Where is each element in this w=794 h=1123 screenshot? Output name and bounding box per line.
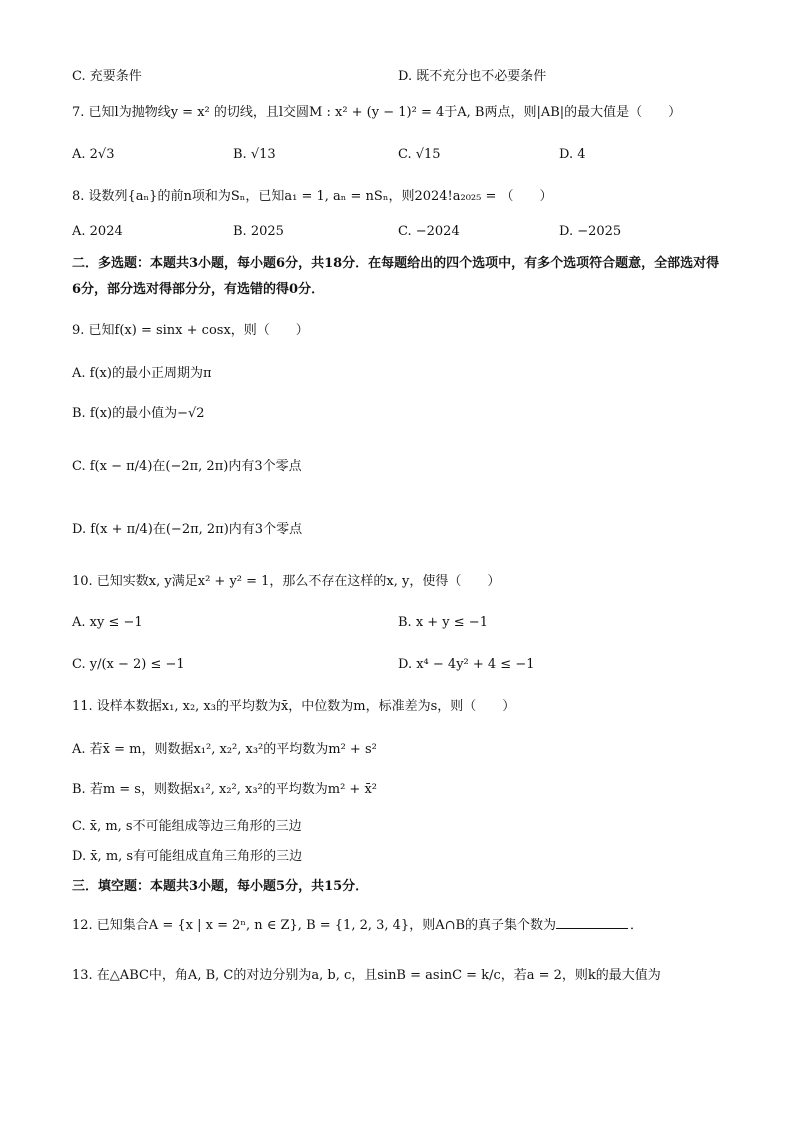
q11-option-d: D. x̄, m, s有可能组成直角三角形的三边 xyxy=(72,849,303,864)
q9-option-d: D. f(x + π/4)在(−2π, 2π)内有3个零点 xyxy=(72,522,303,537)
q11-option-b: B. 若m = s，则数据x₁², x₂², x₃²的平均数为m² + x̄² xyxy=(72,782,378,797)
q9-option-b: B. f(x)的最小值为−√2 xyxy=(72,406,205,421)
q11-option-c: C. x̄, m, s不可能组成等边三角形的三边 xyxy=(72,819,302,834)
q9-option-a: A. f(x)的最小正周期为π xyxy=(72,366,212,381)
q10-option-d: D. x⁴ − 4y² + 4 ≤ −1 xyxy=(398,657,535,672)
q10-option-b: B. x + y ≤ −1 xyxy=(398,615,488,630)
q11-stem: 11. 设样本数据x₁, x₂, x₃的平均数为x̄，中位数为m，标准差为s，则（ ） xyxy=(72,699,516,714)
q13-stem: 13. 在△ABC中，角A, B, C的对边分别为a, b, c，且sinB = asinC = k/c，若a = 2，则k的最大值为 xyxy=(72,968,661,983)
q8-option-a: A. 2024 xyxy=(72,224,123,239)
q7-option-c: C. √15 xyxy=(398,147,441,162)
q8-stem: 8. 设数列{aₙ}的前n项和为Sₙ，已知a₁ = 1, aₙ = nSₙ，则2024!a₂₀₂₅ = （ ） xyxy=(72,189,553,204)
section-2-heading: 二．多选题：本题共3小题，每小题6分，共18分．在每题给出的四个选项中，有多个选项符合题意，全部选对得6分，部分选对得部分分，有选错的得0分． xyxy=(72,256,720,297)
q9-option-c: C. f(x − π/4)在(−2π, 2π)内有3个零点 xyxy=(72,459,302,474)
q12-stem: 12. 已知集合A = {x | x = 2ⁿ, n ∈ Z}, B = {1, 2, 3, 4}，则A∩B的真子集个数为 xyxy=(72,918,557,933)
q8-option-d: D. −2025 xyxy=(559,224,622,239)
q10-option-c: C. y/(x − 2) ≤ −1 xyxy=(72,657,185,672)
q6-option-c: C. 充要条件 xyxy=(72,69,142,84)
q12-end: ． xyxy=(630,918,644,933)
q9-stem: 9. 已知f(x) = sinx + cosx，则（ ） xyxy=(72,323,309,338)
q10-option-a: A. xy ≤ −1 xyxy=(72,615,143,630)
q12-answer-blank[interactable] xyxy=(556,916,628,929)
q7-option-d: D. 4 xyxy=(559,147,586,162)
q7-option-b: B. √13 xyxy=(233,147,276,162)
q7-option-a: A. 2√3 xyxy=(72,147,115,162)
q8-option-b: B. 2025 xyxy=(233,224,284,239)
q11-option-a: A. 若x̄ = m，则数据x₁², x₂², x₃²的平均数为m² + s² xyxy=(72,742,377,757)
q6-option-d: D. 既不充分也不必要条件 xyxy=(398,69,547,84)
q8-option-c: C. −2024 xyxy=(398,224,460,239)
q12-line xyxy=(72,916,643,935)
section-3-heading: 三．填空题：本题共3小题，每小题5分，共15分． xyxy=(72,879,369,894)
q10-stem: 10. 已知实数x, y满足x² + y² = 1，那么不存在这样的x, y，使得（ ） xyxy=(72,574,501,589)
q7-stem: 7. 已知l为抛物线y = x² 的切线，且l交圆M : x² + (y − 1)² = 4于A, B两点，则|AB|的最大值是（ ） xyxy=(72,105,682,120)
